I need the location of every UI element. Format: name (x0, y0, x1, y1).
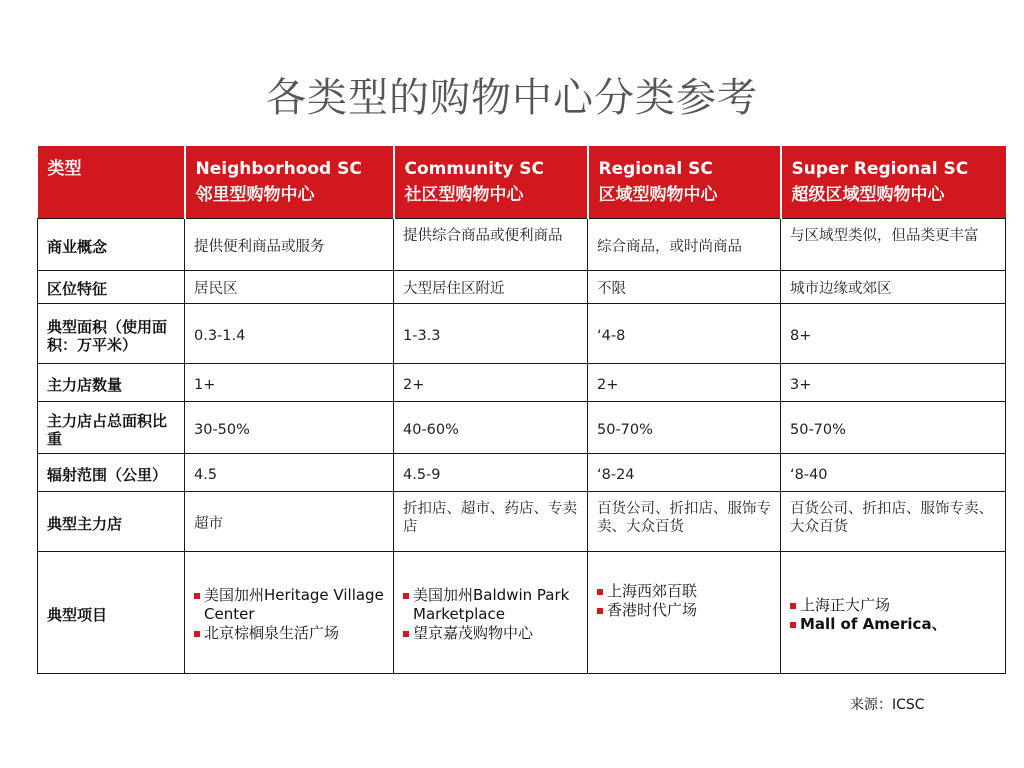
header-super-regional (781, 146, 1006, 219)
header-regional-en: Regional SC (598, 159, 713, 179)
table-cell: 2+ (588, 364, 781, 402)
table-cell: 提供便利商品或服务 (185, 219, 394, 271)
table-cell (781, 552, 1006, 674)
table-cell (588, 552, 781, 674)
table-cell: 50-70% (781, 402, 1006, 454)
table-cell: 综合商品，或时尚商品 (588, 219, 781, 271)
table-cell: 0.3-1.4 (185, 304, 394, 364)
row-label: 典型项目 (38, 552, 185, 674)
project-item: 北京棕榈泉生活广场 (194, 624, 387, 643)
row-label: 商业概念 (38, 219, 185, 271)
header-neighborhood (185, 146, 394, 219)
table-cell (394, 552, 588, 674)
table-cell: 3+ (781, 364, 1006, 402)
table-cell: 40-60% (394, 402, 588, 454)
header-neighborhood-zh: 邻里型购物中心 (195, 185, 315, 205)
header-community (394, 146, 588, 219)
project-item: 香港时代广场 (597, 601, 774, 620)
header-neighborhood-en: Neighborhood SC (195, 159, 362, 179)
table-cell: 大型居住区附近 (394, 271, 588, 304)
header-type (38, 146, 185, 219)
table-cell: ‘8-24 (588, 454, 781, 492)
header-type-label: 类型 (47, 159, 82, 179)
project-list (790, 596, 999, 634)
table-cell: 折扣店、超市、药店、专卖店 (394, 492, 588, 552)
header-super-regional-en: Super Regional SC (791, 159, 969, 179)
header-community-zh: 社区型购物中心 (404, 185, 524, 205)
header-regional (588, 146, 781, 219)
project-item: 上海西郊百联 (597, 582, 774, 601)
row-label: 辐射范围（公里） (38, 454, 185, 492)
project-list (403, 586, 581, 643)
table-cell: 百货公司、折扣店、服饰专卖、大众百货 (781, 492, 1006, 552)
table-row (38, 219, 1006, 271)
table-cell: 不限 (588, 271, 781, 304)
row-label: 区位特征 (38, 271, 185, 304)
table-row (38, 364, 1006, 402)
row-label: 主力店数量 (38, 364, 185, 402)
table-cell: 1+ (185, 364, 394, 402)
slide-title: 各类型的购物中心分类参考 (266, 75, 758, 121)
table-cell: 50-70% (588, 402, 781, 454)
row-label: 典型面积（使用面积：万平米） (38, 304, 185, 364)
table-cell: 与区域型类似，但品类更丰富 (781, 219, 1006, 271)
project-item: Mall of America、 (790, 615, 999, 634)
table-cell: 城市边缘或郊区 (781, 271, 1006, 304)
header-regional-zh: 区域型购物中心 (598, 185, 718, 205)
header-community-en: Community SC (404, 159, 544, 179)
row-label: 主力店占总面积比重 (38, 402, 185, 454)
project-item: 美国加州Heritage Village Center (194, 586, 387, 624)
table-cell: 1-3.3 (394, 304, 588, 364)
project-item: 望京嘉茂购物中心 (403, 624, 581, 643)
table-cell: 30-50% (185, 402, 394, 454)
table-row (38, 454, 1006, 492)
table-cell: ‘8-40 (781, 454, 1006, 492)
table-cell: 提供综合商品或便利商品 (394, 219, 588, 271)
row-label: 典型主力店 (38, 492, 185, 552)
project-item: 上海正大广场 (790, 596, 999, 615)
table-cell: 4.5-9 (394, 454, 588, 492)
table-header-row (38, 146, 1006, 219)
source-note: 来源：ICSC (850, 697, 925, 713)
table-cell: 超市 (185, 492, 394, 552)
table-cell: ‘4-8 (588, 304, 781, 364)
table-row (38, 492, 1006, 552)
table-row (38, 304, 1006, 364)
table-row-projects (38, 552, 1006, 674)
project-list (194, 586, 387, 643)
shopping-center-classification-table (37, 146, 1006, 674)
table-cell: 百货公司、折扣店、服饰专卖、大众百货 (588, 492, 781, 552)
table-row (38, 271, 1006, 304)
project-list (597, 582, 774, 620)
header-super-regional-zh: 超级区域型购物中心 (791, 185, 945, 205)
table-row (38, 402, 1006, 454)
table-cell: 8+ (781, 304, 1006, 364)
table-cell: 4.5 (185, 454, 394, 492)
table-cell (185, 552, 394, 674)
table-cell: 2+ (394, 364, 588, 402)
table-cell: 居民区 (185, 271, 394, 304)
project-item: 美国加州Baldwin Park Marketplace (403, 586, 581, 624)
